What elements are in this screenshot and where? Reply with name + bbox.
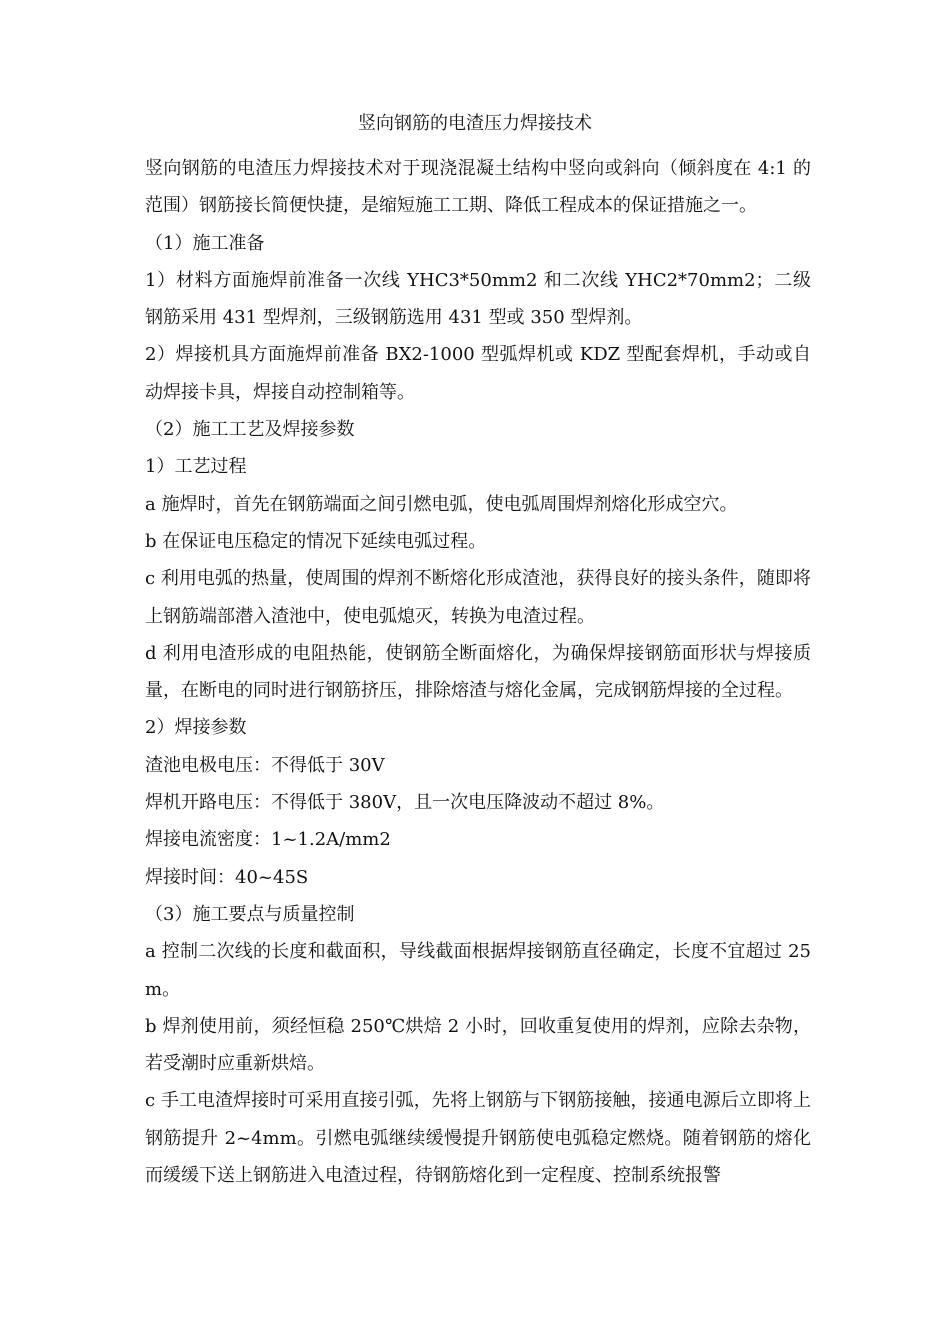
section-heading-preparation: （1）施工准备 — [145, 232, 265, 254]
section-heading-quality-control: （3）施工要点与质量控制 — [145, 903, 355, 925]
process-step-a: a 施焊时，首先在钢筋端面之间引燃电弧，使电弧周围焊剂熔化形成空穴。 — [145, 493, 738, 515]
section-heading-process-parameters: （2）施工工艺及焊接参数 — [145, 419, 355, 441]
document-title: 竖向钢筋的电渣压力焊接技术 — [358, 113, 592, 134]
document-body — [145, 150, 811, 1194]
quality-point-b: b 焊剂使用前，须经恒稳 250℃烘焙 2 小时，回收重复使用的焊剂，应除去杂物，若受潮时应重新烘焙。 — [145, 1015, 811, 1075]
paragraph-materials: 1）材料方面施焊前准备一次线 YHC3*50mm2 和二次线 YHC2*70mm2；二级钢筋采用 431 型焊剂，三级钢筋选用 431 型或 350 型焊剂。 — [145, 269, 811, 329]
paragraph-intro: 竖向钢筋的电渣压力焊接技术对于现浇混凝土结构中竖向或斜向（倾斜度在 4:1 的范围）钢筋接长简便快捷，是缩短施工工期、降低工程成本的保证措施之一。 — [145, 158, 811, 217]
parameter-current-density: 焊接电流密度：1~1.2A/mm2 — [145, 829, 391, 851]
parameter-slag-pool-voltage: 渣池电极电压：不得低于 30V — [145, 754, 385, 776]
paragraph-equipment: 2）焊接机具方面施焊前准备 BX2-1000 型弧焊机或 KDZ 型配套焊机，手动或自动焊接卡具，焊接自动控制箱等。 — [145, 344, 811, 403]
quality-point-c: c 手工电渣焊接时可采用直接引弧，先将上钢筋与下钢筋接触，接通电源后立即将上钢筋提升 2~4mm。引燃电弧继续缓慢提升钢筋使电弧稳定燃烧。随着钢筋的熔化而缓缓下送上钢筋进入电渣过程，待钢筋熔化到一定程度、控制系统报警 — [145, 1090, 811, 1187]
subheading-welding-parameters: 2）焊接参数 — [145, 717, 247, 739]
quality-point-a: a 控制二次线的长度和截面积，导线截面根据焊接钢筋直径确定，长度不宜超过 25m。 — [145, 941, 811, 1000]
process-step-d: d 利用电渣形成的电阻热能，使钢筋全断面熔化，为确保焊接钢筋面形状与焊接质量，在断电的同时进行钢筋挤压，排除熔渣与熔化金属，完成钢筋焊接的全过程。 — [145, 642, 811, 702]
parameter-open-circuit-voltage: 焊机开路电压：不得低于 380V，且一次电压降波动不超过 8%。 — [145, 792, 665, 814]
process-step-c: c 利用电弧的热量，使周围的焊剂不断熔化形成渣池，获得良好的接头条件，随即将上钢筋端部潜入渣池中，使电弧熄灭，转换为电渣过程。 — [145, 568, 811, 627]
subheading-process: 1）工艺过程 — [145, 456, 247, 478]
parameter-welding-time: 焊接时间：40~45S — [145, 866, 309, 888]
process-step-b: b 在保证电压稳定的情况下延续电弧过程。 — [145, 530, 487, 552]
